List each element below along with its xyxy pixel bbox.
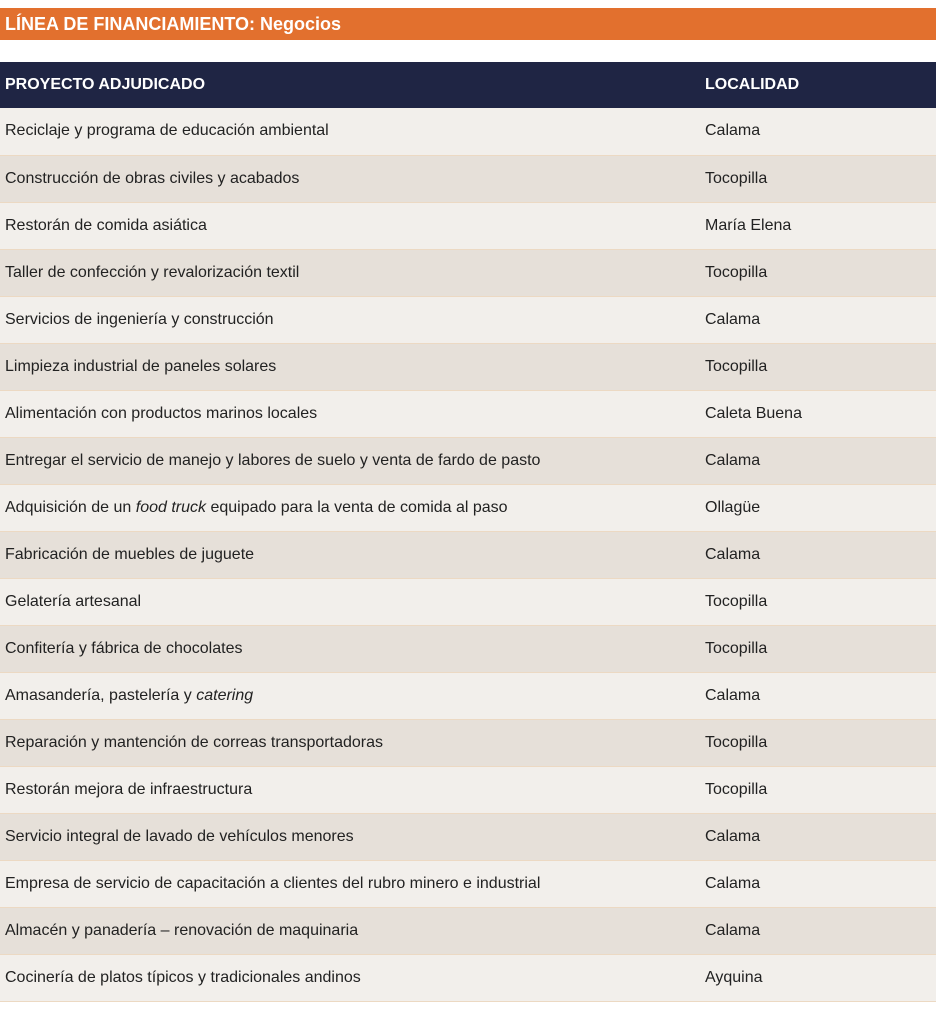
table-row xyxy=(0,719,936,766)
table-row xyxy=(0,249,936,296)
table-row xyxy=(0,860,936,907)
table-row xyxy=(0,907,936,954)
project-cell: Servicios de ingeniería y construcción xyxy=(0,296,700,343)
table-row xyxy=(0,108,936,155)
table-row xyxy=(0,954,936,1001)
locality-cell: Calama xyxy=(700,672,936,719)
project-cell: Servicio integral de lavado de vehículos menores xyxy=(0,813,700,860)
locality-cell: Ayquina xyxy=(700,954,936,1001)
locality-cell: Calama xyxy=(700,296,936,343)
locality-cell: Tocopilla xyxy=(700,625,936,672)
table-row xyxy=(0,766,936,813)
project-cell: Restorán mejora de infraestructura xyxy=(0,766,700,813)
locality-cell: Ollagüe xyxy=(700,484,936,531)
project-cell: Reparación y mantención de correas transportadoras xyxy=(0,719,700,766)
project-cell: Almacén y panadería – renovación de maquinaria xyxy=(0,907,700,954)
locality-cell: Calama xyxy=(700,108,936,155)
project-text-italic: food truck xyxy=(135,498,207,516)
project-cell: Cocinería de platos típicos y tradicionales andinos xyxy=(0,954,700,1001)
header-locality: LOCALIDAD xyxy=(700,62,936,108)
project-cell xyxy=(0,672,700,719)
project-text-italic: catering xyxy=(196,686,254,704)
table-header-row xyxy=(0,62,936,108)
locality-cell: Calama xyxy=(700,813,936,860)
locality-cell: Tocopilla xyxy=(700,343,936,390)
locality-cell: Tocopilla xyxy=(700,578,936,625)
locality-cell: Tocopilla xyxy=(700,766,936,813)
table-row xyxy=(0,625,936,672)
project-cell: Gelatería artesanal xyxy=(0,578,700,625)
project-cell: Entregar el servicio de manejo y labores de suelo y venta de fardo de pasto xyxy=(0,437,700,484)
locality-cell: Caleta Buena xyxy=(700,390,936,437)
section-title: LÍNEA DE FINANCIAMIENTO: Negocios xyxy=(0,8,936,40)
project-cell: Alimentación con productos marinos locales xyxy=(0,390,700,437)
table-row xyxy=(0,531,936,578)
project-cell: Empresa de servicio de capacitación a clientes del rubro minero e industrial xyxy=(0,860,700,907)
project-cell: Confitería y fábrica de chocolates xyxy=(0,625,700,672)
table-row xyxy=(0,672,936,719)
project-text: equipado para la venta de comida al paso xyxy=(206,498,508,516)
project-text: Adquisición de un xyxy=(5,498,136,516)
table-row xyxy=(0,484,936,531)
table-row xyxy=(0,578,936,625)
locality-cell: Tocopilla xyxy=(700,249,936,296)
table-row xyxy=(0,202,936,249)
table-row xyxy=(0,813,936,860)
locality-cell: Calama xyxy=(700,907,936,954)
header-project: PROYECTO ADJUDICADO xyxy=(0,62,700,108)
project-cell: Fabricación de muebles de juguete xyxy=(0,531,700,578)
project-cell: Taller de confección y revalorización textil xyxy=(0,249,700,296)
project-cell: Limpieza industrial de paneles solares xyxy=(0,343,700,390)
project-text: Amasandería, pastelería y xyxy=(5,686,197,704)
project-cell: Construcción de obras civiles y acabados xyxy=(0,155,700,202)
locality-cell: Tocopilla xyxy=(700,155,936,202)
project-cell: Restorán de comida asiática xyxy=(0,202,700,249)
locality-cell: Calama xyxy=(700,531,936,578)
table-row xyxy=(0,343,936,390)
locality-cell: María Elena xyxy=(700,202,936,249)
projects-table xyxy=(0,62,936,1002)
table-row xyxy=(0,296,936,343)
project-cell: Reciclaje y programa de educación ambiental xyxy=(0,108,700,155)
project-cell xyxy=(0,484,700,531)
locality-cell: Calama xyxy=(700,860,936,907)
locality-cell: Calama xyxy=(700,437,936,484)
locality-cell: Tocopilla xyxy=(700,719,936,766)
table-row xyxy=(0,437,936,484)
table-row xyxy=(0,390,936,437)
table-row xyxy=(0,155,936,202)
